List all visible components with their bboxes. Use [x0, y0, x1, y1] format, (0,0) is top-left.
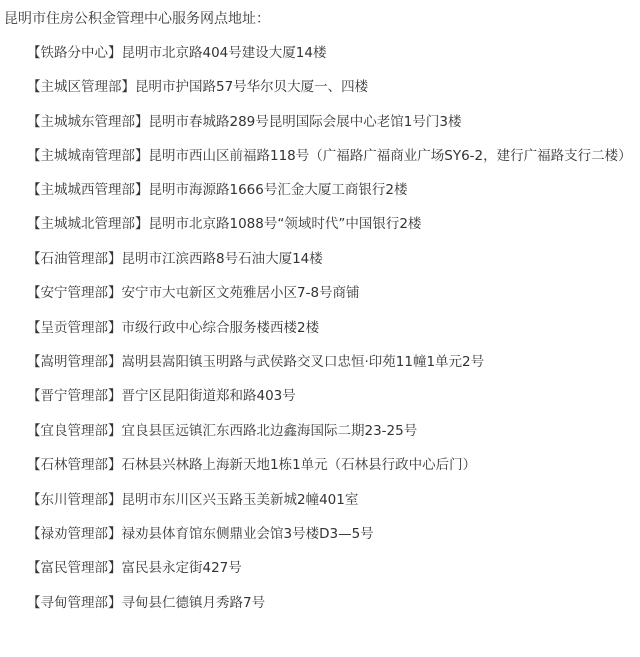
office-name: 【禄劝管理部】	[27, 525, 122, 542]
list-item	[0, 525, 640, 543]
list-item	[0, 78, 640, 96]
list-item	[0, 44, 640, 62]
office-name: 【主城城南管理部】	[27, 147, 149, 164]
list-item	[0, 594, 640, 612]
office-address: 石林县兴林路上海新天地1栋1单元（石林县行政中心后门）	[121, 457, 477, 474]
list-item	[0, 113, 640, 131]
office-address: 寻甸县仁德镇月秀路7号	[121, 594, 266, 611]
office-address: 晋宁区昆阳街道郑和路403号	[121, 388, 296, 405]
office-address: 昆明市春城路289号昆明国际会展中心老馆1号门3楼	[148, 113, 462, 130]
office-address: 昆明市北京路404号建设大厦14楼	[121, 45, 327, 61]
address-list	[0, 44, 640, 628]
list-item	[0, 139, 640, 174]
list-item	[0, 353, 640, 371]
office-address: 昆明市北京路1088号“领域时代”中国银行2楼	[148, 216, 422, 233]
list-item	[0, 319, 640, 337]
office-name: 【主城城西管理部】	[27, 182, 149, 199]
office-address: 昆明市西山区前福路118号（广福路广福商业广场SY6-2，建行广福路支行二楼）	[148, 147, 632, 164]
office-name: 【寻甸管理部】	[27, 594, 122, 611]
office-name: 【呈贡管理部】	[27, 319, 122, 336]
list-item	[0, 456, 640, 474]
office-address: 禄劝县体育馆东侧鼎业会馆3号楼D3—5号	[121, 525, 374, 542]
office-address: 昆明市护国路57号华尔贝大厦一、四楼	[135, 79, 369, 96]
office-name: 【晋宁管理部】	[27, 388, 122, 405]
office-address: 市级行政中心综合服务楼西楼2楼	[121, 319, 320, 336]
list-item	[0, 215, 640, 233]
office-address: 嵩明县嵩阳镇玉明路与武侯路交叉口忠恒·印苑11幢1单元2号	[121, 354, 485, 371]
list-item	[0, 181, 640, 199]
office-name: 【宜良管理部】	[27, 422, 122, 439]
office-address: 昆明市江滨西路8号石油大厦14楼	[121, 250, 323, 267]
list-item	[0, 422, 640, 440]
list-item	[0, 387, 640, 405]
list-item	[0, 284, 640, 302]
list-item	[0, 250, 640, 268]
office-name: 【主城区管理部】	[27, 79, 135, 96]
office-address: 富民县永定街427号	[121, 560, 242, 577]
office-address: 昆明市东川区兴玉路玉美新城2幢401室	[121, 491, 359, 508]
list-item	[0, 559, 640, 577]
office-address: 昆明市海源路1666号汇金大厦工商银行2楼	[148, 182, 408, 199]
office-name: 【嵩明管理部】	[27, 354, 122, 371]
office-name: 【富民管理部】	[27, 560, 122, 577]
office-name: 【主城城北管理部】	[27, 216, 149, 233]
office-name: 【铁路分中心】	[27, 45, 122, 61]
list-item	[0, 491, 640, 509]
office-name: 【东川管理部】	[27, 491, 122, 508]
page-title: 昆明市住房公积金管理中心服务网点地址：	[4, 11, 270, 27]
office-name: 【主城城东管理部】	[27, 113, 149, 130]
office-name: 【石林管理部】	[27, 457, 122, 474]
office-name: 【安宁管理部】	[27, 285, 122, 302]
office-name: 【石油管理部】	[27, 250, 122, 267]
office-address: 安宁市大屯新区文苑雅居小区7-8号商铺	[121, 285, 360, 302]
office-address: 宜良县匡远镇汇东西路北边鑫海国际二期23-25号	[121, 422, 418, 439]
